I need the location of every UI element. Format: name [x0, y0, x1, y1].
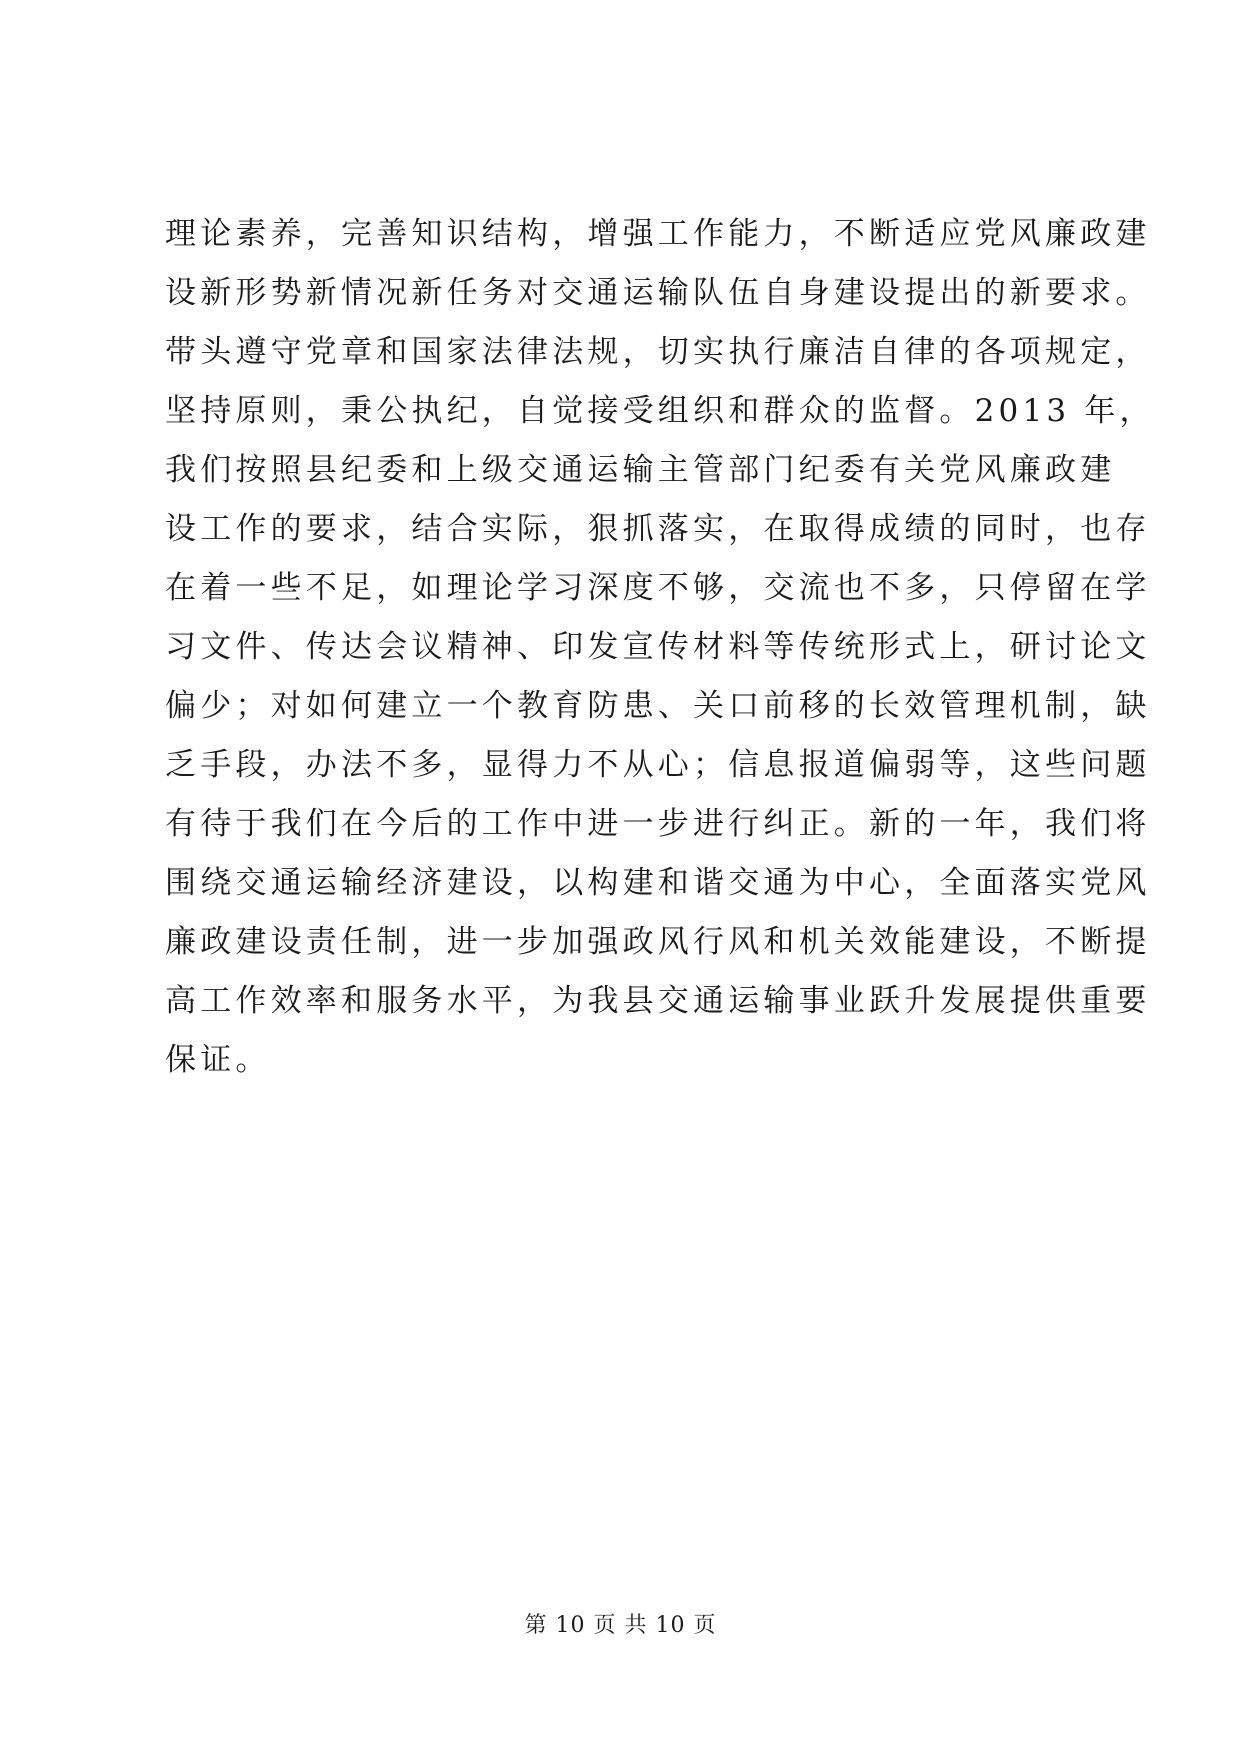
text-line: 围绕交通运输经济建设，以构建和谐交通为中心，全面落实党风	[165, 865, 1151, 901]
text-line: 设新形势新情况新任务对交通运输队伍自身建设提出的新要求。	[165, 275, 1151, 311]
text-line: 廉政建设责任制，进一步加强政风行风和机关效能建设，不断提	[165, 924, 1151, 960]
text-line: 带头遵守党章和国家法律法规，切实执行廉洁自律的各项规定，	[165, 334, 1151, 370]
text-line: 坚持原则，秉公执纪，自觉接受组织和群众的监督。2013 年，	[165, 393, 1155, 429]
text-line: 高工作效率和服务水平，为我县交通运输事业跃升发展提供重要	[165, 983, 1151, 1019]
text-line: 习文件、传达会议精神、印发宣传材料等传统形式上，研讨论文	[165, 629, 1151, 665]
text-line: 偏少；对如何建立一个教育防患、关口前移的长效管理机制，缺	[165, 688, 1151, 724]
text-line: 保证。	[165, 1042, 271, 1078]
text-line: 我们按照县纪委和上级交通运输主管部门纪委有关党风廉政建	[165, 452, 1116, 488]
page-number-footer: 第 10 页 共 10 页	[524, 1613, 717, 1638]
body-text	[165, 205, 1155, 1090]
text-line: 在着一些不足，如理论学习深度不够，交流也不多，只停留在学	[165, 570, 1151, 606]
text-line: 理论素养，完善知识结构，增强工作能力，不断适应党风廉政建	[165, 216, 1151, 252]
text-line: 乏手段，办法不多，显得力不从心；信息报道偏弱等，这些问题	[165, 747, 1151, 783]
text-line: 设工作的要求，结合实际，狠抓落实，在取得成绩的同时，也存	[165, 511, 1151, 547]
text-line: 有待于我们在今后的工作中进一步进行纠正。新的一年，我们将	[165, 806, 1151, 842]
